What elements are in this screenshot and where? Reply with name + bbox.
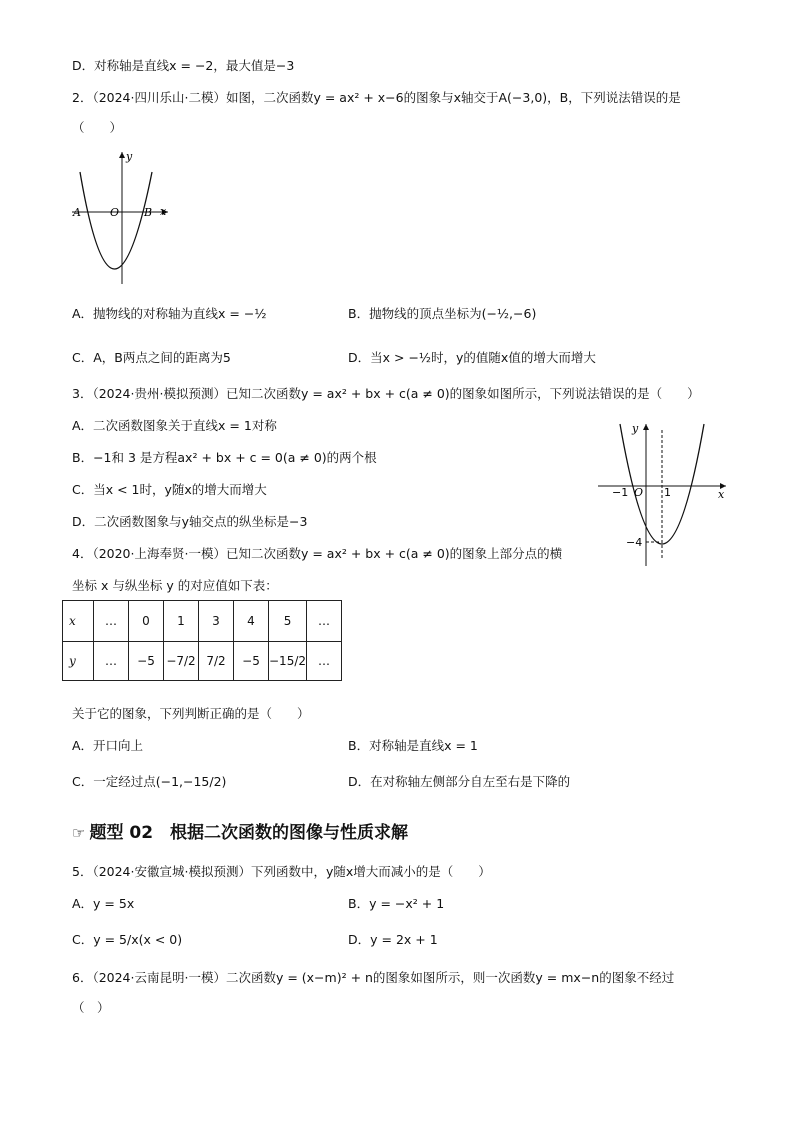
table-cell: 5 <box>269 601 307 642</box>
q3-option-a: A．二次函数图象关于直线x = 1对称 <box>72 418 277 433</box>
table-cell: x <box>63 601 94 642</box>
q4-stem-line1: 4．（2020·上海奉贤·一模）已知二次函数y = ax² + bx + c(a ≠ 0)的图象上部分点的横 <box>72 546 563 561</box>
q2-x-label: x <box>160 205 167 218</box>
q2-paren: （ ） <box>72 120 123 135</box>
q2-b-label: B <box>144 206 153 219</box>
q3-one-label: 1 <box>664 486 671 499</box>
q4-option-d: D．在对称轴左侧部分自左至右是下降的 <box>348 774 571 789</box>
q3-option-d: D．二次函数图象与y轴交点的纵坐标是−3 <box>72 514 308 529</box>
q2-option-a: A．抛物线的对称轴为直线x = −½ <box>72 306 267 321</box>
q3-o-label: O <box>634 486 644 499</box>
q3-stem: 3．（2024·贵州·模拟预测）已知二次函数y = ax² + bx + c(a ≠ 0)的图象如图所示，下列说法错误的是（ ） <box>72 386 700 401</box>
table-cell: … <box>94 642 129 681</box>
q5-option-c: C．y = 5/x(x < 0) <box>72 932 183 947</box>
q2-stem: 2．（2024·四川乐山·二模）如图，二次函数y = ax² + x−6的图象与x轴交于A(−3,0)，B，下列说法错误的是 <box>72 90 681 105</box>
q4-option-a: A．开口向上 <box>72 738 144 753</box>
table-cell: 4 <box>234 601 269 642</box>
q4-value-table <box>62 600 342 681</box>
table-cell: 0 <box>129 601 164 642</box>
q2-a-label: A <box>73 206 81 219</box>
q3-neg4-label: −4 <box>626 536 643 549</box>
q5-option-b: B．y = −x² + 1 <box>348 896 445 911</box>
table-cell: −7/2 <box>164 642 199 681</box>
table-cell: … <box>307 601 342 642</box>
table-cell: 3 <box>199 601 234 642</box>
q1-option-d: D．对称轴是直线x = −2，最大值是−3 <box>72 58 295 73</box>
q4-ask: 关于它的图象，下列判断正确的是（ ） <box>72 706 310 721</box>
q3-neg1-label: −1 <box>612 486 629 499</box>
q5-option-a: A．y = 5x <box>72 896 135 911</box>
table-cell: … <box>307 642 342 681</box>
table-cell: 7/2 <box>199 642 234 681</box>
q4-option-c: C．一定经过点(−1,−15/2) <box>72 774 227 789</box>
q2-option-c: C．A，B两点之间的距离为5 <box>72 350 231 365</box>
q4-option-b: B．对称轴是直线x = 1 <box>348 738 478 753</box>
table-cell: −5 <box>234 642 269 681</box>
q3-figure <box>596 420 732 570</box>
section-title: 题型 02 根据二次函数的图像与性质求解 <box>89 823 409 843</box>
q5-stem: 5．（2024·安徽宣城·模拟预测）下列函数中，y随x增大而减小的是（ ） <box>72 864 491 879</box>
table-cell: … <box>94 601 129 642</box>
q3-option-c: C．当x < 1时，y随x的增大而增大 <box>72 482 267 497</box>
q6-paren: （ ） <box>72 1000 110 1015</box>
table-cell: y <box>63 642 94 681</box>
hand-pointer-icon: ☞ <box>72 824 86 842</box>
table-cell: 1 <box>164 601 199 642</box>
q2-y-label: y <box>126 150 133 163</box>
table-row <box>63 642 342 681</box>
table-cell: −5 <box>129 642 164 681</box>
q3-option-b: B．−1和 3 是方程ax² + bx + c = 0(a ≠ 0)的两个根 <box>72 450 377 465</box>
table-cell: −15/2 <box>269 642 307 681</box>
q2-option-d: D．当x > −½时，y的值随x值的增大而增大 <box>348 350 596 365</box>
section-heading <box>72 818 408 843</box>
table-row <box>63 601 342 642</box>
q3-y-label: y <box>632 422 639 435</box>
q2-o-label: O <box>110 206 120 219</box>
q4-stem-line2: 坐标 x 与纵坐标 y 的对应值如下表： <box>72 578 278 593</box>
q6-stem: 6．（2024·云南昆明·一模）二次函数y = (x−m)² + n的图象如图所示，则一次函数y = mx−n的图象不经过 <box>72 970 675 985</box>
q2-option-b: B．抛物线的顶点坐标为(−½,−6) <box>348 306 537 321</box>
q5-option-d: D．y = 2x + 1 <box>348 932 438 947</box>
q3-x-label: x <box>718 488 725 501</box>
q2-figure <box>68 148 178 288</box>
